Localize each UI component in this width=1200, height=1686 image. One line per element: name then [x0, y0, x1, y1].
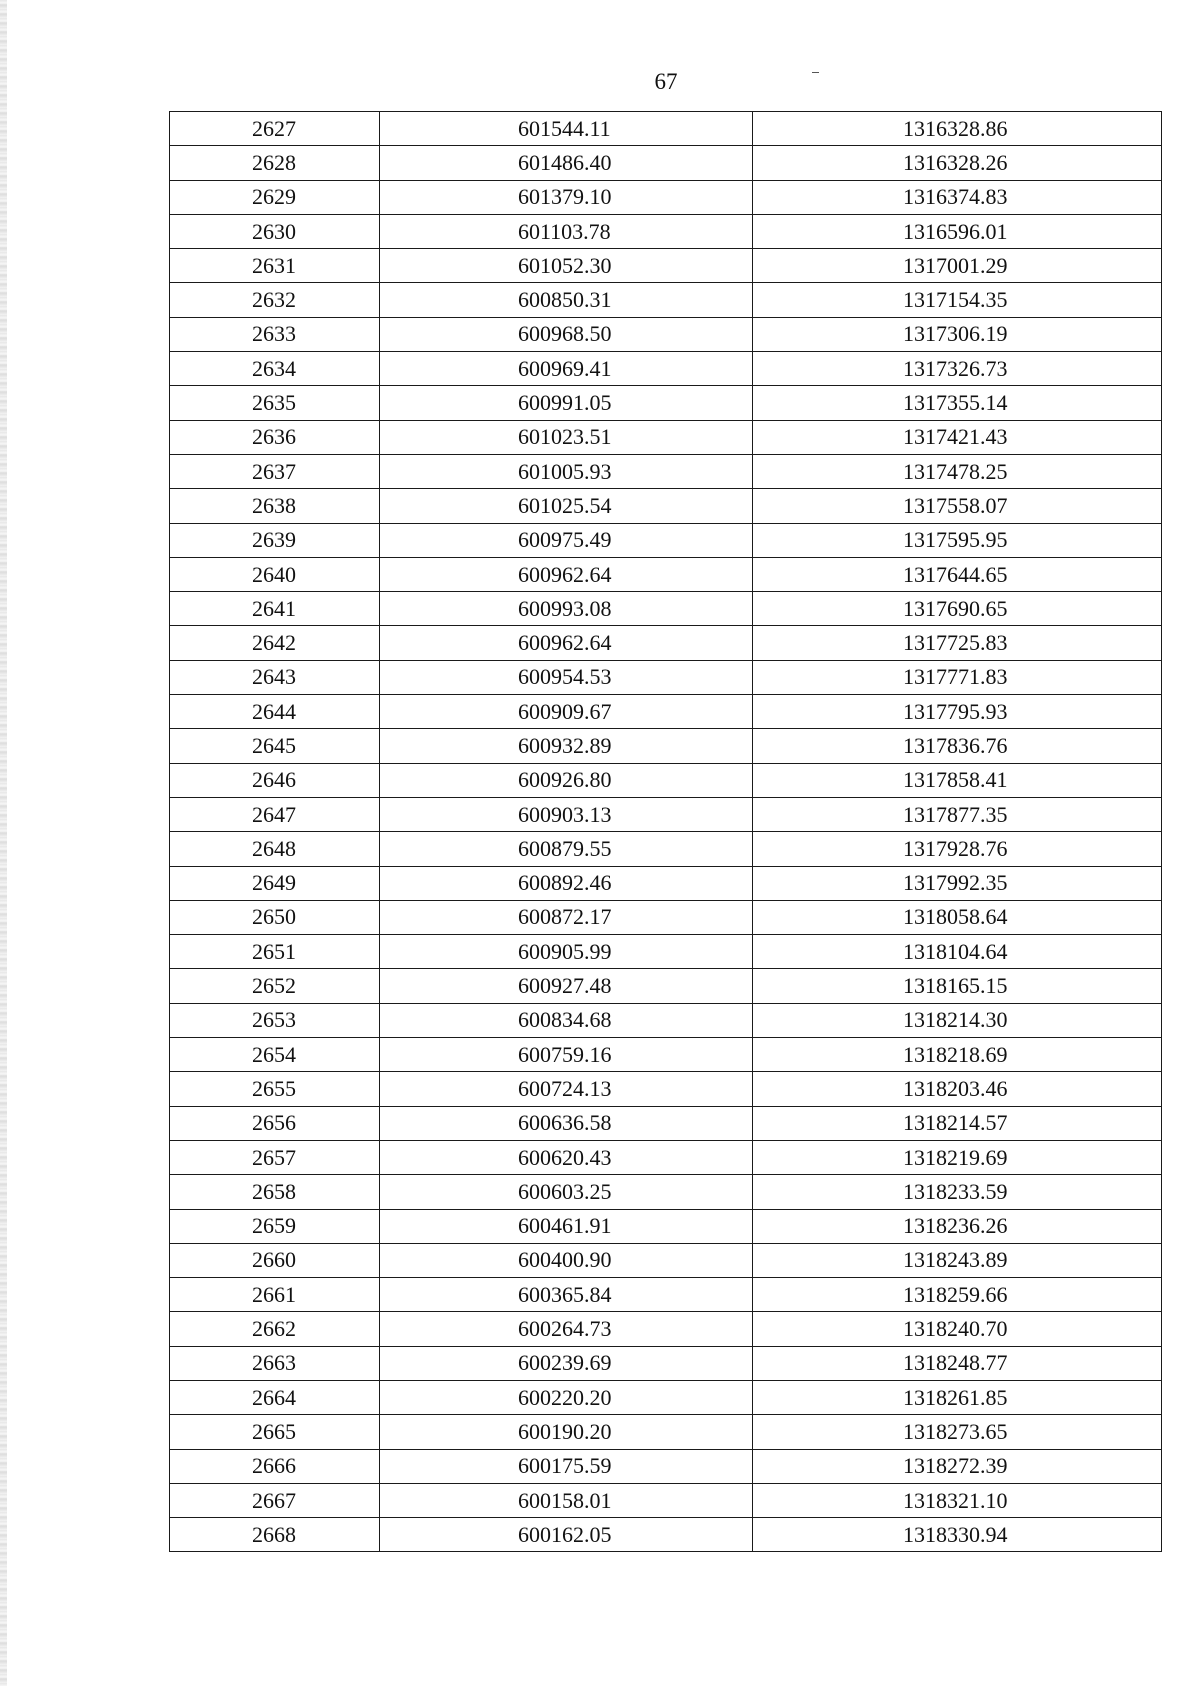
table-row [170, 317, 1162, 351]
y-coordinate-cell: 1316596.01 [753, 214, 1162, 248]
y-coordinate-cell: 1317001.29 [753, 249, 1162, 283]
point-number-cell: 2635 [170, 386, 380, 420]
x-coordinate-cell: 600834.68 [380, 1003, 753, 1037]
point-number-cell: 2656 [170, 1106, 380, 1140]
table-row [170, 626, 1162, 660]
point-number-cell: 2662 [170, 1312, 380, 1346]
table-row [170, 1243, 1162, 1277]
y-coordinate-cell: 1318219.69 [753, 1140, 1162, 1174]
x-coordinate-cell: 600461.91 [380, 1209, 753, 1243]
table-row [170, 935, 1162, 969]
y-coordinate-cell: 1317421.43 [753, 420, 1162, 454]
table-row [170, 146, 1162, 180]
y-coordinate-cell: 1317928.76 [753, 832, 1162, 866]
x-coordinate-cell: 601052.30 [380, 249, 753, 283]
x-coordinate-cell: 600969.41 [380, 352, 753, 386]
point-number-cell: 2627 [170, 112, 380, 146]
x-coordinate-cell: 600962.64 [380, 626, 753, 660]
x-coordinate-cell: 600879.55 [380, 832, 753, 866]
x-coordinate-cell: 600892.46 [380, 866, 753, 900]
x-coordinate-cell: 600220.20 [380, 1380, 753, 1414]
y-coordinate-cell: 1318104.64 [753, 935, 1162, 969]
table-row [170, 1209, 1162, 1243]
x-coordinate-cell: 601379.10 [380, 180, 753, 214]
table-row [170, 866, 1162, 900]
x-coordinate-cell: 600264.73 [380, 1312, 753, 1346]
point-number-cell: 2665 [170, 1415, 380, 1449]
y-coordinate-cell: 1318218.69 [753, 1038, 1162, 1072]
table-row [170, 249, 1162, 283]
point-number-cell: 2649 [170, 866, 380, 900]
y-coordinate-cell: 1317877.35 [753, 797, 1162, 831]
table-row [170, 1518, 1162, 1552]
y-coordinate-cell: 1317154.35 [753, 283, 1162, 317]
x-coordinate-cell: 600975.49 [380, 523, 753, 557]
table-row [170, 1483, 1162, 1517]
point-number-cell: 2659 [170, 1209, 380, 1243]
x-coordinate-cell: 600962.64 [380, 557, 753, 591]
x-coordinate-cell: 600400.90 [380, 1243, 753, 1277]
y-coordinate-cell: 1316328.86 [753, 112, 1162, 146]
y-coordinate-cell: 1317771.83 [753, 660, 1162, 694]
point-number-cell: 2661 [170, 1278, 380, 1312]
y-coordinate-cell: 1317795.93 [753, 695, 1162, 729]
table-row [170, 1072, 1162, 1106]
point-number-cell: 2628 [170, 146, 380, 180]
point-number-cell: 2643 [170, 660, 380, 694]
table-row [170, 1312, 1162, 1346]
point-number-cell: 2653 [170, 1003, 380, 1037]
point-number-cell: 2652 [170, 969, 380, 1003]
x-coordinate-cell: 600872.17 [380, 900, 753, 934]
table-row [170, 729, 1162, 763]
x-coordinate-cell: 600968.50 [380, 317, 753, 351]
y-coordinate-cell: 1318214.57 [753, 1106, 1162, 1140]
coordinates-table [169, 111, 1162, 1552]
point-number-cell: 2660 [170, 1243, 380, 1277]
x-coordinate-cell: 601486.40 [380, 146, 753, 180]
y-coordinate-cell: 1317644.65 [753, 557, 1162, 591]
table-row [170, 695, 1162, 729]
x-coordinate-cell: 600239.69 [380, 1346, 753, 1380]
x-coordinate-cell: 600636.58 [380, 1106, 753, 1140]
y-coordinate-cell: 1317836.76 [753, 729, 1162, 763]
x-coordinate-cell: 600991.05 [380, 386, 753, 420]
point-number-cell: 2631 [170, 249, 380, 283]
table-row [170, 1003, 1162, 1037]
table-row [170, 283, 1162, 317]
table-row [170, 660, 1162, 694]
x-coordinate-cell: 601544.11 [380, 112, 753, 146]
y-coordinate-cell: 1317558.07 [753, 489, 1162, 523]
x-coordinate-cell: 600759.16 [380, 1038, 753, 1072]
y-coordinate-cell: 1318321.10 [753, 1483, 1162, 1517]
y-coordinate-cell: 1317306.19 [753, 317, 1162, 351]
table-row [170, 1380, 1162, 1414]
y-coordinate-cell: 1318233.59 [753, 1175, 1162, 1209]
point-number-cell: 2666 [170, 1449, 380, 1483]
table-row [170, 1038, 1162, 1072]
table-row [170, 763, 1162, 797]
y-coordinate-cell: 1318273.65 [753, 1415, 1162, 1449]
x-coordinate-cell: 600724.13 [380, 1072, 753, 1106]
x-coordinate-cell: 600993.08 [380, 592, 753, 626]
point-number-cell: 2651 [170, 935, 380, 969]
scan-mark [812, 72, 819, 73]
x-coordinate-cell: 600954.53 [380, 660, 753, 694]
y-coordinate-cell: 1318236.26 [753, 1209, 1162, 1243]
table-row [170, 386, 1162, 420]
table-row [170, 1278, 1162, 1312]
table-row [170, 1140, 1162, 1174]
x-coordinate-cell: 600365.84 [380, 1278, 753, 1312]
page-number: 67 [654, 69, 678, 94]
scan-edge [0, 0, 7, 1686]
x-coordinate-cell: 600909.67 [380, 695, 753, 729]
point-number-cell: 2650 [170, 900, 380, 934]
x-coordinate-cell: 601023.51 [380, 420, 753, 454]
point-number-cell: 2636 [170, 420, 380, 454]
x-coordinate-cell: 600603.25 [380, 1175, 753, 1209]
point-number-cell: 2663 [170, 1346, 380, 1380]
y-coordinate-cell: 1318058.64 [753, 900, 1162, 934]
x-coordinate-cell: 600927.48 [380, 969, 753, 1003]
table-row [170, 969, 1162, 1003]
y-coordinate-cell: 1318261.85 [753, 1380, 1162, 1414]
point-number-cell: 2633 [170, 317, 380, 351]
table-row [170, 180, 1162, 214]
y-coordinate-cell: 1318240.70 [753, 1312, 1162, 1346]
point-number-cell: 2648 [170, 832, 380, 866]
table-row [170, 489, 1162, 523]
y-coordinate-cell: 1318330.94 [753, 1518, 1162, 1552]
point-number-cell: 2642 [170, 626, 380, 660]
y-coordinate-cell: 1318248.77 [753, 1346, 1162, 1380]
y-coordinate-cell: 1317992.35 [753, 866, 1162, 900]
y-coordinate-cell: 1317690.65 [753, 592, 1162, 626]
table-row [170, 1415, 1162, 1449]
point-number-cell: 2634 [170, 352, 380, 386]
table-row [170, 832, 1162, 866]
x-coordinate-cell: 600850.31 [380, 283, 753, 317]
point-number-cell: 2654 [170, 1038, 380, 1072]
point-number-cell: 2640 [170, 557, 380, 591]
point-number-cell: 2644 [170, 695, 380, 729]
table-row [170, 1346, 1162, 1380]
x-coordinate-cell: 600190.20 [380, 1415, 753, 1449]
x-coordinate-cell: 600905.99 [380, 935, 753, 969]
point-number-cell: 2664 [170, 1380, 380, 1414]
table-row [170, 1449, 1162, 1483]
table-row [170, 420, 1162, 454]
point-number-cell: 2655 [170, 1072, 380, 1106]
point-number-cell: 2629 [170, 180, 380, 214]
x-coordinate-cell: 601025.54 [380, 489, 753, 523]
point-number-cell: 2667 [170, 1483, 380, 1517]
x-coordinate-cell: 600903.13 [380, 797, 753, 831]
table-row [170, 523, 1162, 557]
y-coordinate-cell: 1318165.15 [753, 969, 1162, 1003]
point-number-cell: 2646 [170, 763, 380, 797]
table-row [170, 592, 1162, 626]
y-coordinate-cell: 1318203.46 [753, 1072, 1162, 1106]
y-coordinate-cell: 1318214.30 [753, 1003, 1162, 1037]
point-number-cell: 2647 [170, 797, 380, 831]
x-coordinate-cell: 600175.59 [380, 1449, 753, 1483]
table-row [170, 112, 1162, 146]
table-row [170, 1106, 1162, 1140]
point-number-cell: 2645 [170, 729, 380, 763]
coordinates-table-body [170, 112, 1162, 1552]
table-row [170, 797, 1162, 831]
point-number-cell: 2638 [170, 489, 380, 523]
y-coordinate-cell: 1317355.14 [753, 386, 1162, 420]
point-number-cell: 2639 [170, 523, 380, 557]
point-number-cell: 2637 [170, 454, 380, 488]
table-row [170, 352, 1162, 386]
x-coordinate-cell: 600158.01 [380, 1483, 753, 1517]
y-coordinate-cell: 1316328.26 [753, 146, 1162, 180]
table-row [170, 557, 1162, 591]
x-coordinate-cell: 601005.93 [380, 454, 753, 488]
y-coordinate-cell: 1317858.41 [753, 763, 1162, 797]
x-coordinate-cell: 600926.80 [380, 763, 753, 797]
y-coordinate-cell: 1317326.73 [753, 352, 1162, 386]
point-number-cell: 2658 [170, 1175, 380, 1209]
point-number-cell: 2657 [170, 1140, 380, 1174]
table-row [170, 454, 1162, 488]
y-coordinate-cell: 1318243.89 [753, 1243, 1162, 1277]
table-row [170, 900, 1162, 934]
x-coordinate-cell: 600620.43 [380, 1140, 753, 1174]
point-number-cell: 2630 [170, 214, 380, 248]
y-coordinate-cell: 1318259.66 [753, 1278, 1162, 1312]
y-coordinate-cell: 1317595.95 [753, 523, 1162, 557]
point-number-cell: 2641 [170, 592, 380, 626]
x-coordinate-cell: 600162.05 [380, 1518, 753, 1552]
x-coordinate-cell: 601103.78 [380, 214, 753, 248]
table-row [170, 1175, 1162, 1209]
table-row [170, 214, 1162, 248]
point-number-cell: 2632 [170, 283, 380, 317]
y-coordinate-cell: 1316374.83 [753, 180, 1162, 214]
point-number-cell: 2668 [170, 1518, 380, 1552]
y-coordinate-cell: 1317725.83 [753, 626, 1162, 660]
x-coordinate-cell: 600932.89 [380, 729, 753, 763]
y-coordinate-cell: 1318272.39 [753, 1449, 1162, 1483]
y-coordinate-cell: 1317478.25 [753, 454, 1162, 488]
